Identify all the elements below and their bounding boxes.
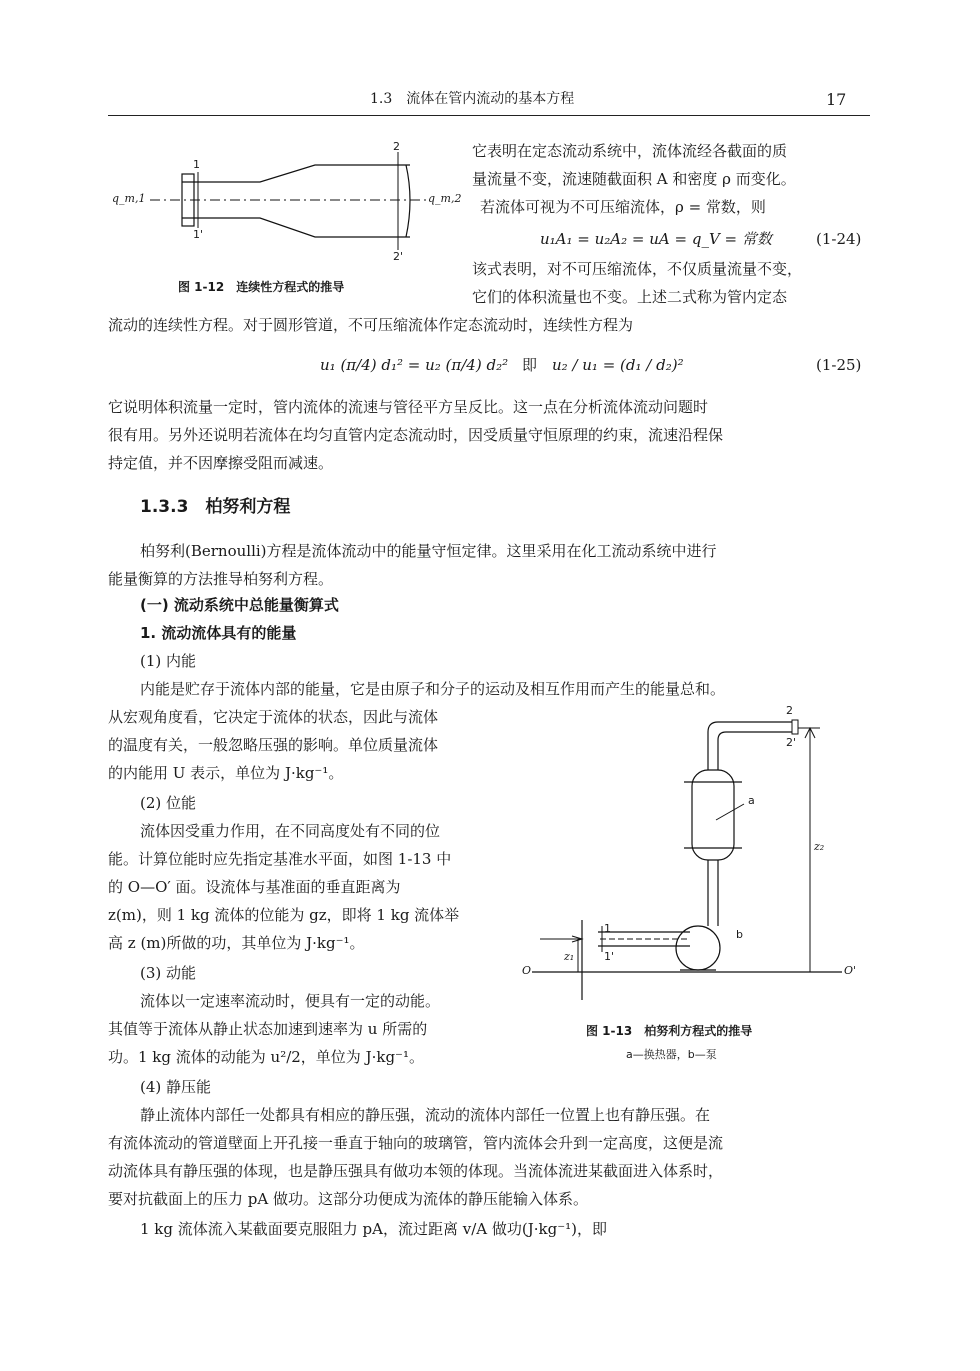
equation-number: (1-25) <box>816 356 862 374</box>
text-line: 柏努利(Bernoulli)方程是流体流动中的能量守恒定律。这里采用在化工流动系统中进行 <box>140 542 717 560</box>
text-line: 1 kg 流体流入某截面要克服阻力 pA，流过距离 v/A 做功(J·kg⁻¹)，即 <box>140 1220 607 1238</box>
label-a: a <box>748 794 755 807</box>
text-line: 的 O—O′ 面。设流体与基准面的垂直距离为 <box>108 878 401 896</box>
header-rule <box>108 115 870 116</box>
label-sec2: 2 <box>393 140 400 153</box>
item-title: (1) 内能 <box>140 652 197 670</box>
text-line: 内能是贮存于流体内部的能量，它是由原子和分子的运动及相互作用而产生的能量总和。 <box>140 680 726 698</box>
text-line: 持定值，并不因摩擦受阻而减速。 <box>108 454 334 472</box>
text-line: 流体因受重力作用，在不同高度处有不同的位 <box>140 822 441 840</box>
item-title: (4) 静压能 <box>140 1078 212 1096</box>
text-line: 有流体流动的管道壁面上开孔接一垂直于轴向的玻璃管，管内流体会升到一定高度，这便是流 <box>108 1134 724 1152</box>
bernoulli-diagram <box>520 700 860 1010</box>
text-line: 若流体可视为不可压缩流体，ρ = 常数，则 <box>480 198 766 216</box>
figure-1-13-legend: a—换热器，b—泵 <box>626 1048 717 1061</box>
text-line: 该式表明，对不可压缩流体，不仅质量流量不变， <box>472 260 803 278</box>
section-heading: 1.3.3 柏努利方程 <box>140 497 291 517</box>
label-Op: O' <box>844 964 857 977</box>
item-title: (2) 位能 <box>140 794 197 812</box>
text-line: 的内能用 U 表示，单位为 J·kg⁻¹。 <box>108 764 344 782</box>
text-line: z(m)，则 1 kg 流体的位能为 gz，即将 1 kg 流体举 <box>108 906 460 924</box>
figure-1-12 <box>110 140 462 270</box>
text-line: 很有用。另外还说明若流体在均匀直管内定态流动时，因受质量守恒原理的约束，流速沿程保 <box>108 426 724 444</box>
label-O: O <box>522 964 532 977</box>
subheading: (一) 流动系统中总能量衡算式 <box>140 596 339 614</box>
label-sec1p: 1' <box>193 228 204 241</box>
equation-1-25-rhs: u₂ / u₁ = (d₁ / d₂)² <box>552 356 684 374</box>
text-line: 从宏观角度看，它决定于流体的状态，因此与流体 <box>108 708 439 726</box>
item-title: (3) 动能 <box>140 964 197 982</box>
text-line: 它表明在定态流动系统中，流体流经各截面的质 <box>472 142 788 160</box>
text-line: 动流体具有静压强的体现，也是静压强具有做功本领的体现。当流体流进某截面进入体系时， <box>108 1162 724 1180</box>
label-z2: z₂ <box>814 840 825 853</box>
text-line: 静止流体内部任一处都具有相应的静压强，流动的流体内部任一位置上也有静压强。在 <box>140 1106 711 1124</box>
text-line: 流体以一定速率流动时，便具有一定的动能。 <box>140 992 441 1010</box>
equation-number: (1-24) <box>816 230 862 248</box>
text-line: 它们的体积流量也不变。上述二式称为管内定态 <box>472 288 788 306</box>
label-sec2: 2 <box>786 704 793 717</box>
text-line: 流动的连续性方程。对于圆形管道，不可压缩流体作定态流动时，连续性方程为 <box>108 316 634 334</box>
figure-1-12-caption: 图 1-12 连续性方程式的推导 <box>178 280 345 294</box>
text-line: 要对抗截面上的压力 pA 做功。这部分功便成为流体的静压能输入体系。 <box>108 1190 588 1208</box>
label-qm2: q_m,2 <box>428 192 462 205</box>
text-line: 能量衡算的方法推导柏努利方程。 <box>108 570 334 588</box>
label-qm1: q_m,1 <box>112 192 146 205</box>
subheading: 1. 流动流体具有的能量 <box>140 624 297 642</box>
text-line: 它说明体积流量一定时，管内流体的流速与管径平方呈反比。这一点在分析流体流动问题时 <box>108 398 709 416</box>
text-line: 量流量不变，流速随截面积 A 和密度 ρ 而变化。 <box>472 170 796 188</box>
text-line: 功。1 kg 流体的动能为 u²/2，单位为 J·kg⁻¹。 <box>108 1048 424 1066</box>
equation-1-24: u₁A₁ = u₂A₂ = uA = q_V = 常数 <box>540 230 772 248</box>
equation-1-25-mid: 即 <box>522 356 538 374</box>
label-sec1p: 1' <box>604 950 615 963</box>
label-sec2p: 2' <box>393 250 404 263</box>
running-header: 1.3 流体在管内流动的基本方程 <box>370 91 575 107</box>
label-b: b <box>736 928 743 941</box>
text-line: 高 z (m)所做的功，其单位为 J·kg⁻¹。 <box>108 934 365 952</box>
label-sec1: 1 <box>193 158 200 171</box>
label-z1: z₁ <box>564 950 575 963</box>
page-number: 17 <box>826 90 847 109</box>
label-sec1: 1 <box>604 922 611 935</box>
text-line: 能。计算位能时应先指定基准水平面，如图 1-13 中 <box>108 850 452 868</box>
figure-1-13 <box>520 700 860 1010</box>
label-sec2p: 2' <box>786 736 797 749</box>
text-line: 其值等于流体从静止状态加速到速率为 u 所需的 <box>108 1020 428 1038</box>
equation-1-25-lhs: u₁ (π/4) d₁² = u₂ (π/4) d₂² <box>320 356 509 374</box>
text-line: 的温度有关，一般忽略压强的影响。单位质量流体 <box>108 736 439 754</box>
figure-1-13-caption: 图 1-13 柏努利方程式的推导 <box>586 1024 753 1038</box>
